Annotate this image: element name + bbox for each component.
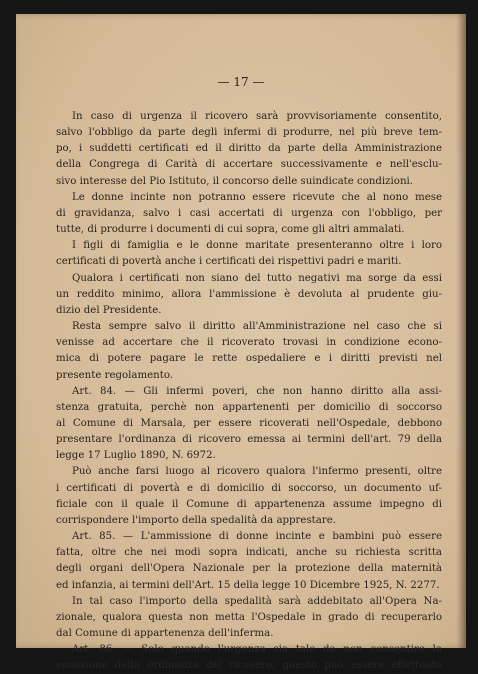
text-line: presente regolamento. bbox=[56, 369, 174, 381]
text-line: Resta sempre salvo il diritto all'Amministrazione nel caso che si bbox=[72, 321, 442, 333]
text-line: ficiale con il quale il Comune di appartenenza assume impegno di bbox=[56, 498, 442, 510]
text-line: corrispondere l'importo della spedalità da apprestare. bbox=[56, 514, 336, 526]
text-line: sivo interesse del Pio Istituto, il concorso delle suindicate condizioni. bbox=[56, 175, 413, 187]
text-line: presentare l'ordinanza di ricovero emessa ai termini dell'art. 79 della bbox=[56, 434, 442, 446]
text-line: dizio del Presidente. bbox=[56, 304, 162, 316]
text-line: Qualora i certificati non siano del tutto negativi ma sorge da essi bbox=[72, 272, 442, 284]
text-line: emissione della ordinanza del ricovero, questo può essere effettuato bbox=[56, 660, 442, 672]
text-line: della Congrega di Carità di accertare successivamente e nell'esclu- bbox=[56, 159, 442, 171]
text-line: Può anche farsi luogo al ricovero qualora l'infermo presenti, oltre bbox=[72, 466, 442, 478]
text-line: legge 17 Luglio 1890, N. 6972. bbox=[56, 450, 216, 462]
text-line: al Comune di Marsala, per essere ricoverati nell'Ospedale, debbono bbox=[56, 417, 442, 429]
body-text bbox=[56, 109, 442, 674]
text-line: certificati di povertà anche i certificati dei rispettivi padri e mariti. bbox=[56, 256, 402, 268]
text-line: venisse ad accertare che il ricoverato trovasi in condizione econo- bbox=[56, 337, 442, 349]
page-number: — 17 — bbox=[217, 75, 265, 89]
text-line: Art. 84. — Gli infermi poveri, che non hanno diritto alla assi- bbox=[72, 385, 442, 397]
text-line: i certificati di povertà e di domicilio di soccorso, un documento uf- bbox=[56, 482, 442, 494]
text-line: ed infanzia, ai termini dell'Art. 15 della legge 10 Dicembre 1925, N. 2277. bbox=[56, 579, 440, 591]
text-line: di gravidanza, salvo i casi accertati di urgenza con l'obbligo, per bbox=[56, 207, 442, 219]
text-line: stenza gratuita, perchè non appartenenti per domicilio di soccorso bbox=[56, 401, 442, 413]
text-line: I figli di famiglia e le donne maritate presenteranno oltre i loro bbox=[72, 240, 442, 252]
text-line: dal Comune di appartenenza dell'inferma. bbox=[56, 628, 274, 639]
page-spine-shadow bbox=[456, 14, 466, 648]
text-line: Le donne incinte non potranno essere ricevute che al nono mese bbox=[72, 191, 442, 203]
text-line: Art. 85. — L'ammissione di donne incinte e bambini può essere bbox=[72, 531, 442, 543]
text-line: In tal caso l'importo della spedalità sarà addebitato all'Opera Na- bbox=[72, 595, 442, 607]
text-line: degli organi dell'Opera Nazionale per la protezione della maternità bbox=[56, 563, 442, 575]
text-line: fatta, oltre che nei modi sopra indicati, anche su richiesta scritta bbox=[56, 547, 442, 559]
text-line: po, i suddetti certificati ed il diritto da parte della Amministrazione bbox=[56, 143, 442, 155]
text-line: un reddito minimo, allora l'ammissione è devoluta al prudente giu- bbox=[56, 288, 442, 300]
text-line: salvo l'obbligo da parte degli infermi di produrre, nel più breve tem- bbox=[56, 127, 442, 139]
text-line: Art. 86. — Solo quando l'urgenza sia tale da non consentire la bbox=[72, 644, 442, 656]
text-line: tutte, di produrre i documenti di cui sopra, come gli altri ammalati. bbox=[56, 224, 405, 236]
document-page bbox=[16, 14, 466, 672]
text-line: zionale, qualora questa non metta l'Ospedale in grado di recuperarlo bbox=[56, 611, 442, 623]
text-line: mica di potere pagare le rette ospedaliere e i diritti previsti nel bbox=[56, 353, 442, 365]
text-line: In caso di urgenza il ricovero sarà provvisoriamente consentito, bbox=[72, 111, 442, 122]
